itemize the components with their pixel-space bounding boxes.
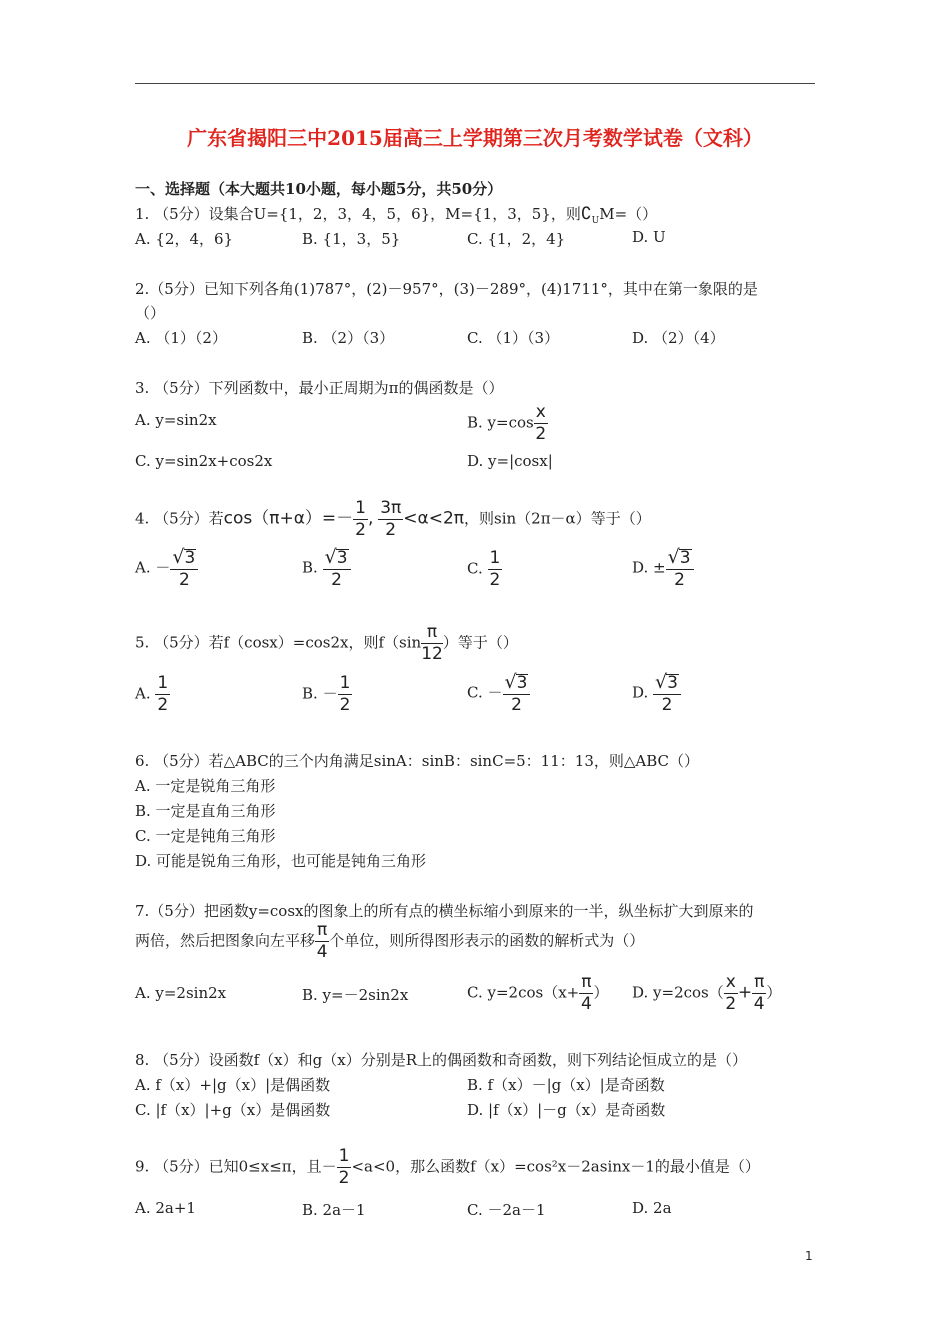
radicand: 3 bbox=[516, 673, 528, 693]
q8-option-c[interactable]: C. |f（x）|+g（x）是偶函数 bbox=[135, 1101, 331, 1119]
question-7-stem: 7.（5分）把函数y=cosx的图象上的所有点的横坐标缩小到原来的一半，纵坐标扩大到原来的 bbox=[135, 902, 754, 920]
denominator: 2 bbox=[489, 570, 501, 590]
q1-option-d[interactable]: D. U bbox=[632, 228, 666, 246]
q4-option-d[interactable] bbox=[632, 548, 694, 589]
question-4-stem bbox=[135, 500, 651, 539]
q5-d-label: D. bbox=[632, 683, 649, 702]
denominator: 2 bbox=[725, 994, 737, 1014]
q9-prefix: 9. （5分）已知0≤x≤π，且－ bbox=[135, 1157, 337, 1176]
q5-prefix: 5. （5分）若f（cosx）=cos2x，则f（sin bbox=[135, 633, 422, 652]
q7-option-a[interactable]: A. y=2sin2x bbox=[135, 984, 227, 1002]
q4-option-b[interactable] bbox=[302, 548, 351, 589]
numerator: x bbox=[725, 972, 736, 992]
sqrt-icon: √ bbox=[172, 546, 185, 568]
q9-option-a[interactable]: A. 2a+1 bbox=[135, 1199, 196, 1217]
denominator: 2 bbox=[661, 695, 673, 715]
sqrt-icon: √ bbox=[667, 546, 680, 568]
numerator: 1 bbox=[338, 1146, 350, 1166]
denominator: 2 bbox=[178, 570, 190, 590]
denominator: 4 bbox=[316, 942, 328, 962]
question-2-stem-cont: （） bbox=[135, 304, 166, 322]
q9-option-c[interactable]: C. －2a－1 bbox=[467, 1201, 546, 1219]
q4-b-label: B. bbox=[302, 558, 318, 577]
q5-b-label: B. bbox=[302, 684, 318, 703]
fraction-pi-over-4 bbox=[752, 974, 766, 1013]
minus-sign: － bbox=[155, 558, 171, 577]
q8-option-a[interactable]: A. f（x）+|g（x）|是偶函数 bbox=[135, 1076, 331, 1094]
radicand: 3 bbox=[667, 673, 678, 693]
fraction-sqrt3-over-2 bbox=[323, 548, 351, 589]
fraction-3pi-over-2 bbox=[378, 500, 403, 539]
q1-text: 1. （5分）设集合U={1，2，3，4，5，6}，M={1，3，5}，则 bbox=[135, 205, 581, 223]
numerator: π bbox=[581, 972, 592, 992]
numerator: 3π bbox=[380, 498, 402, 518]
fraction-x-over-2 bbox=[724, 974, 738, 1013]
fraction-1-over-2 bbox=[338, 675, 353, 714]
q7-c-end: ） bbox=[593, 983, 609, 1002]
denominator: 4 bbox=[580, 994, 592, 1014]
question-8-stem: 8. （5分）设函数f（x）和g（x）分别是R上的偶函数和奇函数，则下列结论恒成立的是（） bbox=[135, 1051, 747, 1069]
fraction-1-over-2 bbox=[155, 675, 170, 714]
denominator: 2 bbox=[339, 695, 351, 715]
page-number: 1 bbox=[805, 1249, 813, 1263]
numerator: 1 bbox=[339, 673, 351, 693]
q1-option-b[interactable]: B. {1，3，5} bbox=[302, 230, 401, 248]
fraction-1-over-2 bbox=[488, 550, 503, 589]
q4-suffix: ，则sin（2π－α）等于（） bbox=[464, 509, 651, 528]
question-2-stem: 2.（5分）已知下列各角(1)787°，(2)－957°，(3)－289°，(4)1711°，其中在第一象限的是 bbox=[135, 280, 758, 298]
page-title: 广东省揭阳三中2015届高三上学期第三次月考数学试卷（文科） bbox=[187, 126, 763, 150]
denominator: 2 bbox=[338, 1168, 350, 1188]
numerator: 1 bbox=[157, 673, 169, 693]
radicand: 3 bbox=[184, 548, 196, 568]
fraction-x-over-2 bbox=[534, 404, 548, 443]
radicand: 3 bbox=[336, 548, 348, 568]
minus-sign: － bbox=[322, 684, 338, 703]
q1-text-end: M=（） bbox=[599, 205, 658, 223]
q3-option-d[interactable]: D. y=|cosx| bbox=[467, 452, 553, 470]
denominator: 12 bbox=[421, 644, 443, 664]
q4-range: <α<2π bbox=[403, 508, 464, 529]
radicand: 3 bbox=[679, 548, 691, 568]
sqrt-icon: √ bbox=[504, 671, 517, 693]
q3-option-a[interactable]: A. y=sin2x bbox=[135, 411, 217, 429]
fraction-1-over-2 bbox=[353, 500, 368, 539]
complement-subscript: U bbox=[591, 216, 600, 226]
fraction-1-over-2 bbox=[337, 1148, 352, 1187]
q9-suffix: <a<0，那么函数f（x）=cos²x－2asinx－1的最小值是（） bbox=[351, 1157, 760, 1176]
q4-a-label: A. bbox=[135, 558, 151, 577]
q4-cos-expr: cos（π+α）=－ bbox=[223, 508, 354, 529]
q5-c-label: C. bbox=[467, 683, 483, 702]
q7-option-d[interactable] bbox=[632, 974, 781, 1013]
q6-option-c[interactable]: C. 一定是钝角三角形 bbox=[135, 827, 276, 845]
q5-a-label: A. bbox=[135, 684, 151, 703]
q7-option-b[interactable]: B. y=－2sin2x bbox=[302, 986, 409, 1004]
fraction-pi-over-12 bbox=[421, 624, 443, 663]
complement-symbol: ∁ bbox=[580, 204, 592, 224]
q2-option-b[interactable]: B. （2）（3） bbox=[302, 329, 395, 347]
q4-d-label: D. bbox=[632, 558, 649, 577]
denominator: 2 bbox=[331, 570, 342, 590]
q5-option-d[interactable] bbox=[632, 673, 681, 714]
q6-option-b[interactable]: B. 一定是直角三角形 bbox=[135, 802, 276, 820]
plus-sign: + bbox=[737, 982, 753, 1003]
q7-c-start: C. y=2cos（x+ bbox=[467, 983, 580, 1002]
q7-d-end: ） bbox=[766, 983, 782, 1002]
denominator: 2 bbox=[157, 695, 169, 715]
q3-b-label: B. y=cos bbox=[467, 413, 534, 432]
fraction-sqrt3-over-2 bbox=[170, 548, 198, 589]
fraction-pi-over-4 bbox=[579, 974, 593, 1013]
numerator: π bbox=[754, 972, 765, 992]
question-7-stem-cont bbox=[135, 922, 644, 961]
q4-comma: , bbox=[368, 508, 374, 529]
q5-option-a[interactable] bbox=[135, 675, 170, 714]
top-rule bbox=[135, 83, 815, 84]
q4-prefix: 4. （5分）若 bbox=[135, 509, 224, 528]
fraction-sqrt3-over-2 bbox=[653, 673, 681, 714]
denominator: 2 bbox=[511, 695, 522, 715]
q9-option-b[interactable]: B. 2a－1 bbox=[302, 1201, 366, 1219]
q6-option-d[interactable]: D. 可能是锐角三角形，也可能是钝角三角形 bbox=[135, 852, 427, 870]
plus-minus-sign: ± bbox=[653, 558, 666, 577]
q9-option-d[interactable]: D. 2a bbox=[632, 1199, 672, 1217]
question-1-stem bbox=[135, 203, 657, 226]
q4-option-a[interactable] bbox=[135, 548, 198, 589]
q2-option-d[interactable]: D. （2）（4） bbox=[632, 329, 725, 347]
q8-option-b[interactable]: B. f（x）－|g（x）|是奇函数 bbox=[467, 1076, 665, 1094]
q7-option-c[interactable] bbox=[467, 974, 609, 1013]
numerator: 1 bbox=[489, 548, 501, 568]
fraction-sqrt3-over-2 bbox=[666, 548, 694, 589]
numerator: x bbox=[535, 402, 546, 422]
denominator: 2 bbox=[535, 424, 547, 444]
numerator: 1 bbox=[355, 498, 366, 518]
q5-suffix: ）等于（） bbox=[442, 633, 518, 652]
q4-option-c[interactable] bbox=[467, 550, 502, 589]
denominator: 4 bbox=[753, 994, 765, 1014]
q4-c-label: C. bbox=[467, 559, 483, 578]
fraction-sqrt3-over-2 bbox=[503, 673, 531, 714]
denominator: 2 bbox=[385, 520, 397, 540]
question-6-stem: 6. （5分）若△ABC的三个内角满足sinA：sinB：sinC=5：11：13，则△ABC（） bbox=[135, 752, 700, 770]
q1-option-c[interactable]: C. {1，2，4} bbox=[467, 230, 566, 248]
q3-option-b[interactable] bbox=[467, 404, 548, 443]
q5-option-b[interactable] bbox=[302, 675, 352, 714]
q7-d-start: D. y=2cos（ bbox=[632, 983, 724, 1002]
q1-option-a[interactable]: A. {2，4，6} bbox=[135, 230, 234, 248]
q7-line2-start: 两倍，然后把图象向左平移 bbox=[135, 931, 316, 950]
fraction-pi-over-4 bbox=[315, 922, 329, 961]
denominator: 2 bbox=[674, 570, 685, 590]
question-9-stem bbox=[135, 1148, 760, 1187]
numerator: π bbox=[317, 920, 328, 940]
question-3-stem: 3. （5分）下列函数中，最小正周期为π的偶函数是（） bbox=[135, 379, 504, 397]
question-5-stem bbox=[135, 624, 518, 663]
sqrt-icon: √ bbox=[655, 671, 668, 693]
q8-option-d[interactable]: D. |f（x）|－g（x）是奇函数 bbox=[467, 1101, 666, 1119]
q2-option-a[interactable]: A. （1）（2） bbox=[135, 329, 227, 347]
minus-sign: － bbox=[487, 683, 503, 702]
section-heading: 一、选择题（本大题共10小题，每小题5分，共50分） bbox=[135, 180, 503, 198]
numerator: π bbox=[421, 624, 443, 644]
q7-line2-end: 个单位，则所得图形表示的函数的解析式为（） bbox=[329, 931, 645, 950]
q2-option-c[interactable]: C. （1）（3） bbox=[467, 329, 560, 347]
q6-option-a[interactable]: A. 一定是锐角三角形 bbox=[135, 777, 276, 795]
denominator: 2 bbox=[355, 520, 366, 540]
q3-option-c[interactable]: C. y=sin2x+cos2x bbox=[135, 452, 273, 470]
sqrt-icon: √ bbox=[324, 546, 337, 568]
q5-option-c[interactable] bbox=[467, 673, 530, 714]
